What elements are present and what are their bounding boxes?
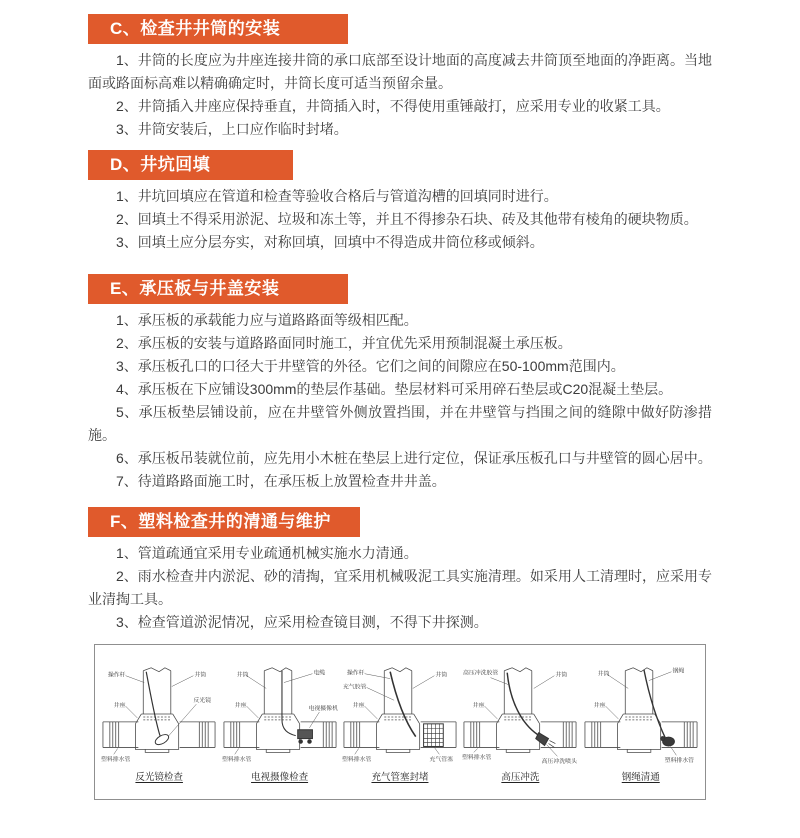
drain-pipe	[464, 721, 576, 747]
diagram-tv-camera-inspection	[221, 662, 339, 783]
svg-text:井座: 井座	[473, 702, 485, 709]
paragraph-e-7: 7、待道路路面施工时，在承压板上放置检查井井盖。	[116, 473, 446, 489]
paragraph-d-3: 3、回填土应分层夯实，对称回填，回填中不得造成井筒位移或倾斜。	[116, 234, 544, 250]
section-f	[88, 507, 712, 634]
section-header-f	[88, 507, 360, 537]
steel-rope-drawing	[582, 662, 700, 768]
paragraph-f-2: 2、雨水检查井内淤泥、砂的清掏，宜采用机械吸泥工具实施清理。如采用人工清理时，应采用专业清掏工具。	[88, 568, 712, 607]
svg-text:操作杆: 操作杆	[346, 670, 365, 677]
paragraph-e-5: 5、承压板垫层铺设前，应在井壁管外侧放置挡围，并在井壁管与挡围之间的缝隙中做好防渗措施。	[88, 404, 712, 443]
well-seat	[256, 714, 299, 752]
svg-text:塑料排水管: 塑料排水管	[664, 757, 694, 764]
paragraph-e-4: 4、承压板在下应铺设300mm的垫层作基础。垫层材料可采用碎石垫层或C20混凝土垫层。	[116, 381, 673, 397]
svg-text:塑料排水管: 塑料排水管	[462, 754, 492, 761]
well-shaft	[141, 667, 172, 719]
drain-pipe	[224, 721, 336, 747]
section-e	[88, 274, 712, 493]
well-shaft	[382, 667, 413, 719]
diagram-caption: 电视摄像检查	[251, 771, 309, 783]
tv-camera-drawing	[221, 662, 339, 768]
svg-text:电缆: 电缆	[313, 670, 325, 677]
section-header-d	[88, 150, 293, 180]
diagram-steel-rope-cleaning	[582, 662, 700, 783]
svg-text:井座: 井座	[352, 702, 365, 709]
svg-text:井筒: 井筒	[597, 671, 610, 678]
svg-text:钢绳: 钢绳	[672, 668, 684, 675]
paragraph-f-1: 1、管道疏通宜采用专业疏通机械实施水力清通。	[116, 545, 418, 561]
svg-text:塑料排水管: 塑料排水管	[221, 756, 252, 763]
mirror-rod	[146, 671, 170, 746]
figure-box	[94, 644, 706, 800]
section-title-e: E、承压板与井盖安装	[110, 279, 280, 298]
svg-text:井筒: 井筒	[555, 672, 568, 679]
svg-text:反光镜: 反光镜	[193, 697, 212, 704]
well-seat	[136, 714, 179, 752]
diagram-caption: 反光镜检查	[135, 771, 183, 783]
drain-pipe	[585, 721, 697, 747]
well-shaft	[262, 667, 293, 719]
svg-text:井筒: 井筒	[236, 672, 249, 679]
svg-text:充气管塞: 充气管塞	[429, 756, 454, 763]
section-title-f: F、塑料检查井的清通与维护	[110, 512, 331, 531]
svg-text:井座: 井座	[593, 702, 606, 709]
svg-text:塑料排水管: 塑料排水管	[101, 756, 131, 763]
paragraph-d-1: 1、井坑回填应在管道和检查等验收合格后与管道沟槽的回填同时进行。	[116, 188, 558, 204]
paragraph-c-2: 2、井筒插入井座应保持垂直，井筒插入时，不得使用重锤敲打，应采用专业的收紧工具。	[116, 98, 670, 114]
plug-and-rod	[390, 671, 443, 746]
diagram-mirror-inspection	[100, 662, 218, 783]
paragraph-e-3: 3、承压板孔口的口径大于井壁管的外径。它们之间的间隙应在50-100mm范围内。	[116, 358, 625, 374]
diagram-caption: 充气管塞封堵	[371, 771, 429, 783]
diagram-caption: 高压冲洗	[501, 771, 540, 783]
svg-text:井座: 井座	[113, 702, 126, 709]
diagram-pipe-plug-sealing	[341, 662, 459, 783]
svg-text:高压冲洗喷头: 高压冲洗喷头	[541, 758, 578, 765]
svg-text:井筒: 井筒	[194, 672, 207, 679]
svg-text:操作杆: 操作杆	[108, 672, 126, 679]
section-header-e	[88, 274, 348, 304]
diagram-caption: 钢绳清通	[621, 771, 660, 783]
paragraph-e-6: 6、承压板吊装就位前，应先用小木桩在垫层上进行定位，保证承压板孔口与井壁管的圆心居中。	[116, 450, 712, 466]
svg-text:井筒: 井筒	[435, 672, 448, 679]
paragraph-c-3: 3、井筒安装后，上口应作临时封堵。	[116, 121, 348, 137]
paragraph-f-3: 3、检查管道淤泥情况，应采用检查镜目测，不得下井探测。	[116, 614, 488, 630]
paragraph-d-2: 2、回填土不得采用淤泥、垃圾和冻土等，并且不得掺杂石块、砖及其他带有棱角的硬块物质。	[116, 211, 698, 227]
well-seat	[617, 714, 660, 752]
svg-text:井座: 井座	[234, 702, 247, 709]
paragraph-e-1: 1、承压板的承载能力应与道路路面等级相匹配。	[116, 312, 418, 328]
flushing-drawing	[461, 662, 579, 768]
diagram-high-pressure-flushing	[461, 662, 579, 783]
pipe-plug-drawing	[341, 662, 459, 768]
svg-text:充气胶管: 充气胶管	[342, 683, 367, 690]
paragraph-e-2: 2、承压板的安装与道路路面同时施工，并宜优先采用预制混凝土承压板。	[116, 335, 572, 351]
svg-text:电视摄像机: 电视摄像机	[308, 705, 338, 712]
section-c	[88, 14, 712, 141]
section-header-c	[88, 14, 348, 44]
paragraph-c-1: 1、井筒的长度应为井座连接井筒的承口底部至设计地面的高度减去井筒顶至地面的净距离。当地面或路面标高难以精确确定时，井筒长度可适当预留余量。	[88, 52, 712, 91]
rope-and-cleaner	[644, 669, 674, 745]
section-d	[88, 150, 712, 254]
section-title-c: C、检查井井筒的安装	[110, 19, 281, 38]
hose-and-nozzle	[508, 672, 556, 747]
well-seat	[497, 714, 540, 752]
svg-text:塑料排水管: 塑料排水管	[341, 756, 372, 763]
section-title-d: D、井坑回填	[110, 155, 211, 174]
mirror-inspection-drawing	[100, 662, 218, 768]
svg-text:高压冲洗胶管: 高压冲洗胶管	[463, 670, 499, 677]
